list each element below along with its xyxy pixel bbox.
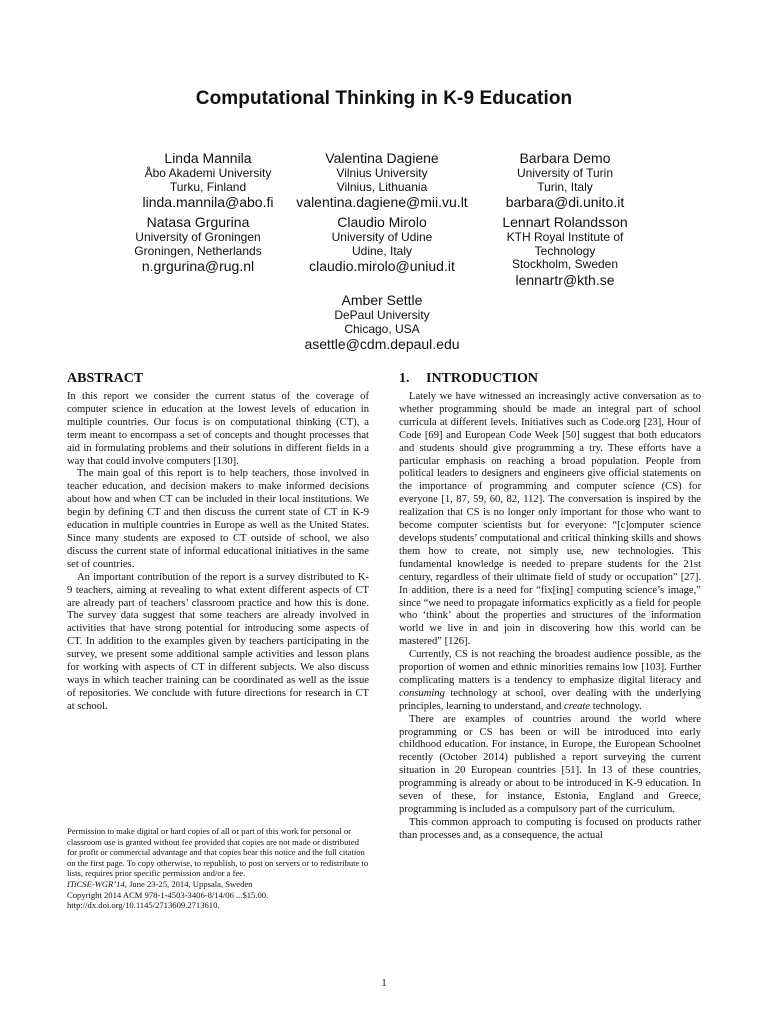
paper-title: Computational Thinking in K-9 Education [195, 88, 573, 109]
abstract-paragraph: In this report we consider the current status of the coverage of computer science in education at the lowest levels of education in multiple countries. Our focus is on computational thinking (CT), a term meant to encompass a set of concepts and thought processes that aid in formulating problems and their solutions in different fields in a way that could involve computers [130]. [67, 391, 369, 467]
author-email: n.grgurina@rug.nl [141, 258, 255, 274]
author-block [455, 214, 675, 288]
author-name: Lennart Rolandsson [502, 214, 628, 230]
abstract-paragraph: An important contribution of the report is a survey distributed to K-9 teachers, aiming at revealing to what extent different aspects of CT are already part of teachers’ classroom practice and how this is done. The survey data suggest that some teachers are already involved in activities that have strong potential for introducing some aspects of CT. In addition to the examples given by teachers participating in the survey, we present some additional sample activities and lesson plans for working with aspects of CT in different subjects. We also discuss ways in which teacher training can be coordinated as well as the issue of repositories. We conclude with future directions for research in CT at school. [67, 571, 369, 712]
right-column [399, 370, 701, 843]
doi-link[interactable]: http://dx.doi.org/10.1145/2713609.2713610. [67, 900, 220, 911]
intro-paragraph: Lately we have witnessed an increasingly active conversation as to whether programming should be made an integral part of school curricula at different levels. Initiatives such as Code.org [23], Hour of Code [69] and European Code Week [50] suggest that both educators and students should give programming a try. These efforts have a particular emphasis on reaching a broad population. People from political leaders to designers and engineers give official statements on the importance of programming and computer science (CS) for everyone [1, 87, 59, 60, 82, 112]. The conversation is inspired by the realization that CS is no longer only important for those who want to become computer scientists but for everyone: “[c]omputer science develops students’ computational and critical thinking skills and shows them how to create, not simply use, new technologies. This fundamental knowledge is needed to prepare students for the 21st century, regardless of their ultimate field of study or occupation” [27]. In addition, there is a need for “fix[ing] computing science’s image,” since “we need to propagate informatics explicitly as a field for people who ‘think’ about the properties and structures of the information world we live in and join in discovering how this world can be mastered” [126]. [399, 391, 701, 648]
author-name: Natasa Grgurina [146, 214, 250, 230]
author-location: Stockholm, Sweden [511, 257, 619, 271]
author-location: Groningen, Netherlands [134, 243, 262, 258]
conference-info [67, 879, 369, 890]
intro-paragraph: Currently, CS is not reaching the broadest audience possible, as the proportion of women and ethnic minorities remains low [103]. Further complicating matters is a tendency to emphasize digital literacy and consuming technology at school, over dealing with the underlying principles, learning to understand, and create technology. [399, 649, 701, 712]
author-location: Chicago, USA [344, 321, 420, 336]
emphasis-create: create [564, 700, 591, 712]
author-location: Udine, Italy [351, 243, 413, 258]
author-name: Barbara Demo [519, 150, 611, 166]
author-email: valentina.dagiene@mii.vu.lt [296, 194, 468, 210]
left-column [67, 370, 369, 714]
author-affiliation: DePaul University [334, 308, 430, 322]
author-location: Vilnius, Lithuania [336, 179, 428, 194]
section-number: 1. [399, 371, 410, 386]
author-location: Turin, Italy [537, 179, 593, 194]
conference-name: ITiCSE-WGR’14, [67, 878, 127, 889]
author-block [455, 150, 675, 210]
page-number: 1 [381, 977, 387, 989]
author-email: claudio.mirolo@uniud.it [309, 258, 455, 274]
permission-text: Permission to make digital or hard copies of all or part of this work for personal or classroom use is granted without fee provided that copies are not made or distributed for profit or commercial advantage and that copies bear this notice and the full citation on the first page. To copy otherwise, to republish, to post on servers or to redistribute to lists, requires prior specific permission and/or a fee. [67, 826, 369, 879]
author-location: Turku, Finland [169, 179, 247, 194]
author-name: Valentina Dagiene [325, 150, 439, 166]
introduction-heading [399, 370, 701, 388]
section-title: INTRODUCTION [426, 371, 539, 386]
author-name: Amber Settle [341, 292, 423, 308]
author-affiliation: University of Groningen [135, 230, 261, 244]
intro-paragraph: This common approach to computing is focused on products rather than processes and, as a consequence, the actual [399, 816, 701, 841]
author-affiliation: KTH Royal Institute of [506, 230, 624, 244]
copyright-line: Copyright 2014 ACM 978-1-4503-3406-8/14/06 ...$15.00. [67, 889, 269, 900]
author-affiliation: Åbo Akademi University [144, 166, 272, 180]
author-name: Linda Mannila [164, 150, 252, 166]
author-email: lennartr@kth.se [515, 271, 615, 288]
author-email: linda.mannila@abo.fi [142, 194, 274, 210]
abstract-heading: ABSTRACT [67, 371, 144, 386]
author-email: asettle@cdm.depaul.edu [304, 336, 460, 352]
author-name: Claudio Mirolo [337, 214, 427, 230]
author-email: barbara@di.unito.it [505, 194, 625, 210]
author-affiliation-line2: Technology [534, 243, 596, 258]
abstract-paragraph: The main goal of this report is to help teachers, those involved in teacher education, and decision makers to make informed decisions about how and when CT can be included in their local institutions. We begin by defining CT and then discuss the current state of CT in K-9 education in multiple countries in Europe as well as the United States. Since many students are exposed to CT outside of school, we also discuss the current state of informal educational initiatives in the same set of countries. [67, 468, 369, 570]
author-affiliation: University of Turin [516, 166, 614, 180]
permission-notice [67, 826, 369, 911]
author-block [272, 292, 492, 352]
conference-details: June 23-25, 2014, Uppsala, Sweden [129, 878, 253, 889]
author-affiliation: Vilnius University [336, 166, 428, 180]
intro-paragraph: There are examples of countries around the world where programming or CS has been or will be introduced into early childhood education. For instance, in Europe, the European Schoolnet recently (October 2014) published a report surveying the current situation in 20 European countries [51]. In 13 of these countries, programming is already or about to be introduced in K-9 education. In seven of these, for instance, Estonia, England and Greece, programming is included as a compulsory part of the curriculum. [399, 713, 701, 815]
author-affiliation: University of Udine [331, 230, 433, 244]
emphasis-consuming: consuming [399, 687, 445, 699]
